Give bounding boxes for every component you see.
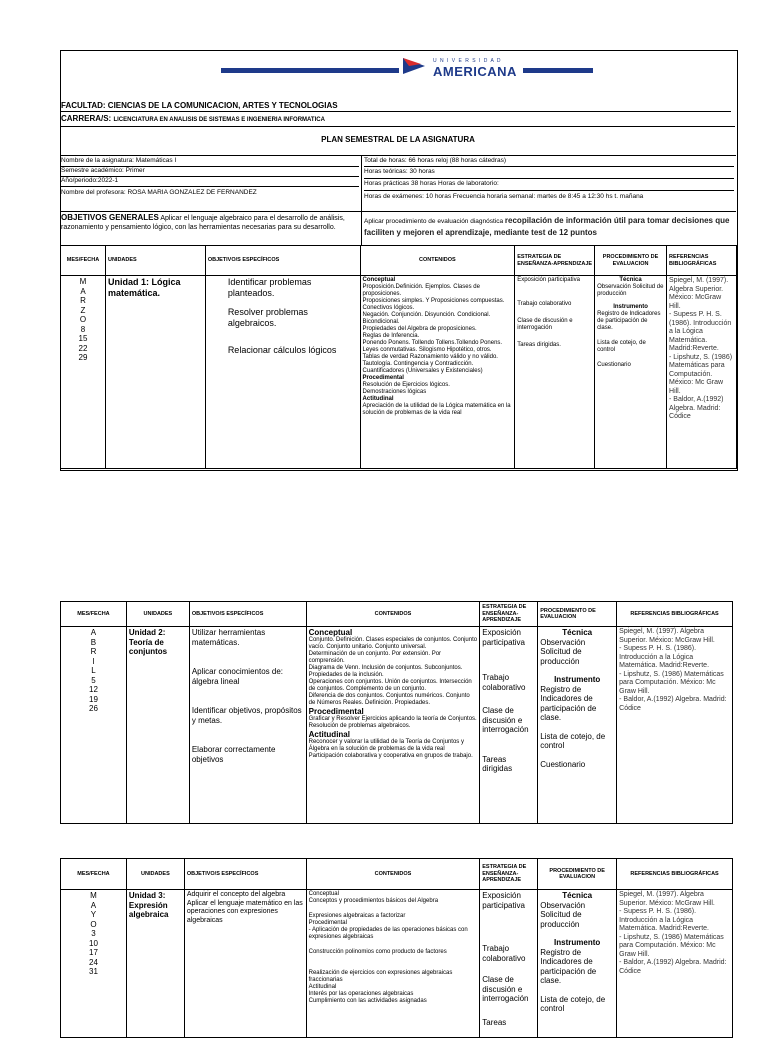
eval-cuestionario: Cuestionario <box>540 759 586 769</box>
contenido-item: Conectivos lógicos. <box>362 305 415 311</box>
objetivos-left <box>61 214 357 232</box>
unit2-objetivos <box>189 627 306 824</box>
eval-instrumento-items: Registro de Indicadores de participación de clase. <box>597 311 661 331</box>
month-day: 12 <box>89 685 98 694</box>
contenido-item: - Aplicación de propiedades de las operaciones básicas con expresiones algebraicas <box>308 927 468 940</box>
eval-lista: Lista de cotejo, de control <box>540 731 606 750</box>
unit2-referencias: Spiegel, M. (1997). Algebra Superior. México: McGraw Hill. - Supess P. H. S. (1986). Introducción a la Lógica Matemática. Madrid:Reverte. - Lipshutz, S. (1986) Matemáticas para Computación. México: Mc Graw Hill. - Baldor, A.(1992) Algebra. Madrid: Códice <box>617 627 733 824</box>
estrategia-item: Tareas <box>482 1017 507 1027</box>
unit3-months <box>61 890 127 1038</box>
month-char: A <box>80 286 86 296</box>
info-left-row: Nombre de la asignatura: Matemáticas I <box>61 157 359 167</box>
unit3-evaluacion <box>538 890 617 1038</box>
month-day: 17 <box>89 948 98 957</box>
objetivos-divider <box>361 211 362 245</box>
estrategia-item: Exposición participativa <box>517 277 580 283</box>
eval-instrumento: Instrumento <box>554 675 601 684</box>
unit3-estrategia <box>480 890 538 1038</box>
eval-tecnica: Técnica <box>562 628 593 637</box>
unit1-evaluacion <box>595 276 667 469</box>
eval-tecnica-items: Observación Solicitud de producción <box>540 900 586 929</box>
col-referencias: REFERENCIAS BIBLIOGRÁFICAS <box>667 246 737 276</box>
eval-tecnica: Técnica <box>562 891 593 900</box>
info-right-row: Total de horas: 66 horas reloj (88 horas cátedras) <box>364 157 734 167</box>
month-char: A <box>90 628 97 637</box>
contenido-heading: Conceptual <box>362 277 396 283</box>
unit2-estrategia <box>480 627 538 824</box>
month-char: Z <box>80 305 86 315</box>
unit3-unidad: Unidad 3: Expresión algebraica <box>126 890 184 1038</box>
contenido-item: Proposición.Definición. Ejemplos. Clases de proposiciones. <box>362 284 480 297</box>
contenido-heading: Actitudinal <box>362 396 394 402</box>
contenido-item: Conjunto. Definición. Clases especiales de conjuntos. Conjunto vacío. Conjunto unitario. Conjunto universal. <box>308 637 478 650</box>
estrategia-item: Clase de discusión e interrogación <box>482 975 529 1003</box>
unit2-objetivo: Identificar objetivos, propósitos y metas. <box>191 706 302 725</box>
contenido-item: Operaciones con conjuntos. Unión de conjuntos. Intersección de conjuntos. Complemento de un conjunto. <box>308 679 472 692</box>
contenido-item: Diagrama de Venn. Inclusión de conjuntos. Subconjuntos. Propiedades de la inclusión. <box>308 665 463 678</box>
contenido-item: Reconocer y valorar la utilidad de la Teoría de Conjuntos y Álgebra en la solución de problemas de la vida real <box>308 739 464 752</box>
month-char: O <box>90 919 97 929</box>
unit1-objetivo: Identificar problemas planteados. <box>227 277 312 298</box>
contenido-item: Negación. Conjunción. Disyunción. Condicional. Bicondicional. <box>362 312 491 325</box>
contenido-item: Conceptos y procedimientos básicos del Algebra <box>308 898 439 904</box>
contenido-item: Reglas de Inferencia. <box>362 333 420 339</box>
unit2-objetivo: Utilizar herramientas matemáticas. <box>191 628 266 647</box>
info-right-row: Horas de exámenes: 10 horas Frecuencia horaria semanal: martes de 8:45 a 12:30 hs t. mañana <box>364 193 644 200</box>
unit3-contenidos <box>306 890 480 1038</box>
contenido-item: Propiedades del Algebra de proposiciones. <box>362 326 477 332</box>
estrategia-item: Exposición participativa <box>482 891 525 910</box>
contenido-item: Graficar y Resolver Ejercicios aplicando la teoría de Conjuntos. <box>308 716 477 722</box>
estrategia-item: Trabajo colaborativo <box>517 301 572 307</box>
contenido-item: Cuantificadores (Universales y Existenciales) <box>362 368 483 374</box>
info-right-row: Horas teóricas: 30 horas <box>364 167 734 179</box>
unit1-contenidos <box>360 276 515 469</box>
objetivos-right <box>364 214 732 237</box>
col-mes: MES/FECHA <box>61 602 127 627</box>
eval-tecnica: Técnica <box>619 277 642 283</box>
contenido-item: Apreciación de la utilidad de la Lógica matemática en la solución de problemas de la vida real <box>362 403 511 416</box>
month-day: 22 <box>78 343 88 353</box>
estrategia-item: Tareas dirigidas. <box>517 342 561 348</box>
carrera-value: LICENCIATURA EN ANALISIS DE SISTEMAS E INGENIERIA INFORMATICA <box>113 117 325 123</box>
unit2-months <box>61 627 127 824</box>
unit2-objetivo: Elaborar correctamente objetivos <box>191 745 276 764</box>
month-char: Y <box>90 910 97 919</box>
unit1-months <box>61 276 106 469</box>
unit1-objetivo: Relacionar cálculos lógicos <box>227 345 337 355</box>
contenido-heading: Procedimental <box>362 375 404 381</box>
contenido-item: Tautología. Contingencia y Contradicción. <box>362 361 474 367</box>
col-unidades: UNIDADES <box>126 602 189 627</box>
month-day: 5 <box>91 675 96 685</box>
eval-lista: Lista de cotejo, de control <box>597 340 646 353</box>
eval-instrumento-items: Registro de Indicadores de participación de clase. <box>540 684 597 722</box>
estrategia-item: Tareas dirigidas <box>482 754 513 773</box>
info-right <box>364 157 734 204</box>
contenido-item: Actitudinal <box>308 984 337 990</box>
objetivos-right-small: Aplicar procedimiento de evaluación diagnóstica <box>364 218 505 225</box>
col-objetivos: OBJETIVO/S ESPECÍFICOS <box>205 246 360 276</box>
estrategia-item: Trabajo colaborativo <box>482 673 526 692</box>
contenido-item: Demostraciones lógicas <box>362 389 427 395</box>
contenido-heading: Procedimental <box>308 707 364 716</box>
unit2-objetivo: Aplicar conocimientos de: álgebra lineal <box>191 667 283 686</box>
month-char: M <box>79 277 87 286</box>
col-unidades: UNIDADES <box>105 246 205 276</box>
logo-university-small: U N I V E R S I D A D <box>433 58 502 64</box>
month-char: M <box>90 891 97 900</box>
contenido-item: Procedimental <box>308 920 347 926</box>
contenido-item: Realización de ejercicios con expresiones algebraicas fraccionarias <box>308 970 453 983</box>
carrera-line <box>61 114 735 127</box>
logo-bar-right <box>523 68 593 73</box>
info-left-row: Nombre del profesora: ROSA MARIA GONZALEZ DE FERNANDEZ <box>61 189 257 196</box>
unit1-table <box>60 245 737 469</box>
month-char: R <box>80 296 86 305</box>
unit3-table <box>60 858 733 1038</box>
unit1-unidad: Unidad 1: Lógica matemática. <box>105 276 205 469</box>
eval-instrumento-items: Registro de Indicadores de participación de clase. <box>540 947 597 985</box>
info-left-row: Semestre académico: Primer <box>61 167 359 177</box>
unit3-objetivos: Adquirir el concepto del algebra Aplicar el lenguaje matemático en las operaciones con expresiones algebraicas <box>184 890 306 1038</box>
estrategia-item: Clase de discusión e interrogación <box>482 706 529 734</box>
month-day: 10 <box>89 938 98 948</box>
unit1-referencias: Spiegel, M. (1997). Algebra Superior. México: McGraw Hill. - Supess P. H. S. (1986). Introducción a la Lógica Matemática. Madrid:Reverte. - Lipshutz, S. (1986) Matemáticas para Computación. México: Mc Graw Hill. - Baldor, A.(1992) Algebra. Madrid: Códice <box>667 276 737 469</box>
contenido-heading: Conceptual <box>308 628 353 637</box>
col-referencias: REFERENCIAS BIBLIOGRÁFICAS <box>617 859 733 890</box>
col-objetivos: OBJETIVO/S ESPECÍFICOS <box>184 859 306 890</box>
carrera-label: CARRERA/S: <box>61 114 112 123</box>
objetivos-label: OBJETIVOS GENERALES <box>61 213 159 222</box>
objetivos-right-big: recopilación de información útil para tomar decisiones que faciliten y mejoren el aprendizaje, mediante test de 12 puntos <box>364 216 730 237</box>
contenido-item: Cumplimiento con las actividades asignadas <box>308 998 427 1004</box>
month-char: L <box>91 666 96 675</box>
col-procedimiento: PROCEDIMIENTO DE EVALUACION <box>595 246 667 276</box>
eval-instrumento: Instrumento <box>554 938 601 947</box>
info-divider <box>361 156 362 211</box>
contenido-item: Expresiones algebraicas a factorizar <box>308 913 406 919</box>
estrategia-item: Clase de discusión e interrogación <box>517 318 573 331</box>
unit1-objetivos <box>205 276 360 469</box>
contenido-item: Participación colaborativa y cooperativa en grupos de trabajo. <box>308 753 473 759</box>
unit1-objetivo: Resolver problemas algebraicos. <box>227 307 308 328</box>
unit2-contenidos <box>306 627 480 824</box>
estrategia-item: Trabajo colaborativo <box>482 944 526 963</box>
logo-bar-left <box>221 68 399 73</box>
estrategia-item: Exposición participativa <box>482 628 525 647</box>
info-right-row: Horas prácticas 38 horas Horas de laboratorio: <box>364 179 734 191</box>
col-objetivos: OBJETIVO/S ESPECÍFICOS <box>189 602 306 627</box>
unit2-evaluacion <box>538 627 617 824</box>
month-day: 29 <box>78 353 88 362</box>
month-char: A <box>90 900 97 910</box>
month-char: O <box>79 315 87 324</box>
contenido-item: Conceptual <box>308 891 339 897</box>
unit2-unidad: Unidad 2: Teoría de conjuntos <box>126 627 189 824</box>
contenido-item: Resolución de problemas algebraicos. <box>308 723 411 729</box>
info-block <box>60 155 736 212</box>
contenido-item: Diferencia de dos conjuntos. Conjuntos numéricos. Conjunto de Números Reales. Definición. Propiedades. <box>308 693 470 706</box>
month-day: 26 <box>89 704 98 713</box>
col-procedimiento: PROCEDIMIENTO DE EVALUACION <box>538 602 617 627</box>
col-contenidos: CONTENIDOS <box>306 602 480 627</box>
contenido-item: Tablas de verdad Razonamiento válido y no válido. <box>362 354 498 360</box>
logo-area <box>61 51 736 99</box>
contenido-item: Ponendo Ponens. Tollendo Tollens.Tollendo Ponens. Leyes conmutativas. Silogismo Hipotético, otros. <box>362 340 503 353</box>
eval-lista: Lista de cotejo, de control <box>540 994 606 1013</box>
contenido-item: Interés por las operaciones algebraicas <box>308 991 414 997</box>
eval-cuestionario: Cuestionario <box>597 362 631 368</box>
col-contenidos: CONTENIDOS <box>360 246 515 276</box>
objetivos-generales <box>60 211 736 246</box>
logo-flag-icon <box>401 56 427 78</box>
month-day: 24 <box>89 957 98 967</box>
contenido-item: Proposiciones simples. Y Proposiciones compuestas. <box>362 298 505 304</box>
info-left-row: Año/periodo:2022-1 <box>61 177 359 187</box>
contenido-heading: Actitudinal <box>308 730 350 739</box>
unit1-estrategia <box>515 276 595 469</box>
col-unidades: UNIDADES <box>126 859 184 890</box>
month-day: 15 <box>78 334 88 343</box>
col-referencias: REFERENCIAS BIBLIOGRÁFICAS <box>617 602 733 627</box>
col-estrategia: ESTRATEGIA DE ENSEÑANZA-APRENDIZAJE <box>480 602 538 627</box>
month-char: I <box>92 656 95 666</box>
unit2-table <box>60 601 733 824</box>
eval-instrumento: Instrumento <box>613 304 648 310</box>
eval-tecnica-items: Observación Solicitud de producción <box>540 637 586 666</box>
unit3-referencias: Spiegel, M. (1997). Algebra Superior. México: McGraw Hill. - Supess P. H. S. (1986). Introducción a la Lógica Matemática. Madrid:Reverte. - Lipshutz, S. (1986) Matemáticas para Computación. México: Mc Graw Hill. - Baldor, A.(1992) Algebra. Madrid: Códice <box>617 890 733 1038</box>
col-procedimiento: PROCEDIMIENTO DE EVALUACION <box>538 859 617 890</box>
eval-tecnica-items: Observación Solicitud de producción <box>597 284 664 297</box>
month-day: 19 <box>89 694 98 704</box>
contenido-item: Determinación de un conjunto. Por extensión. Por comprensión. <box>308 651 442 664</box>
month-day: 3 <box>91 929 96 938</box>
contenido-item: Resolución de Ejercicios lógicos. <box>362 382 450 388</box>
logo-university-name: AMERICANA <box>433 64 517 79</box>
month-char: R <box>90 647 97 656</box>
contenido-item: Construcción polinomios como producto de factores <box>308 949 447 955</box>
info-left <box>61 157 359 201</box>
col-contenidos: CONTENIDOS <box>306 859 480 890</box>
objetivos-text: Aplicar el lenguaje algebraico para el desarrollo de análisis, razonamiento y pensamiento lógico, con las herramientas necesarias para su desarrollo. <box>61 215 345 231</box>
month-day: 8 <box>80 324 86 334</box>
facultad-label: FACULTAD: CIENCIAS DE LA COMUNICACION, ARTES Y TECNOLOGIAS <box>61 101 731 112</box>
col-mes: MES/FECHA <box>61 246 106 276</box>
month-day: 31 <box>89 967 98 976</box>
col-estrategia: ESTRATEGIA DE ENSEÑANZA-APRENDIZAJE <box>480 859 538 890</box>
col-estrategia: ESTRATEGIA DE ENSEÑANZA-APRENDIZAJE <box>515 246 595 276</box>
plan-title: PLAN SEMESTRAL DE LA ASIGNATURA <box>321 135 475 144</box>
col-mes: MES/FECHA <box>61 859 127 890</box>
month-char: B <box>90 637 97 647</box>
